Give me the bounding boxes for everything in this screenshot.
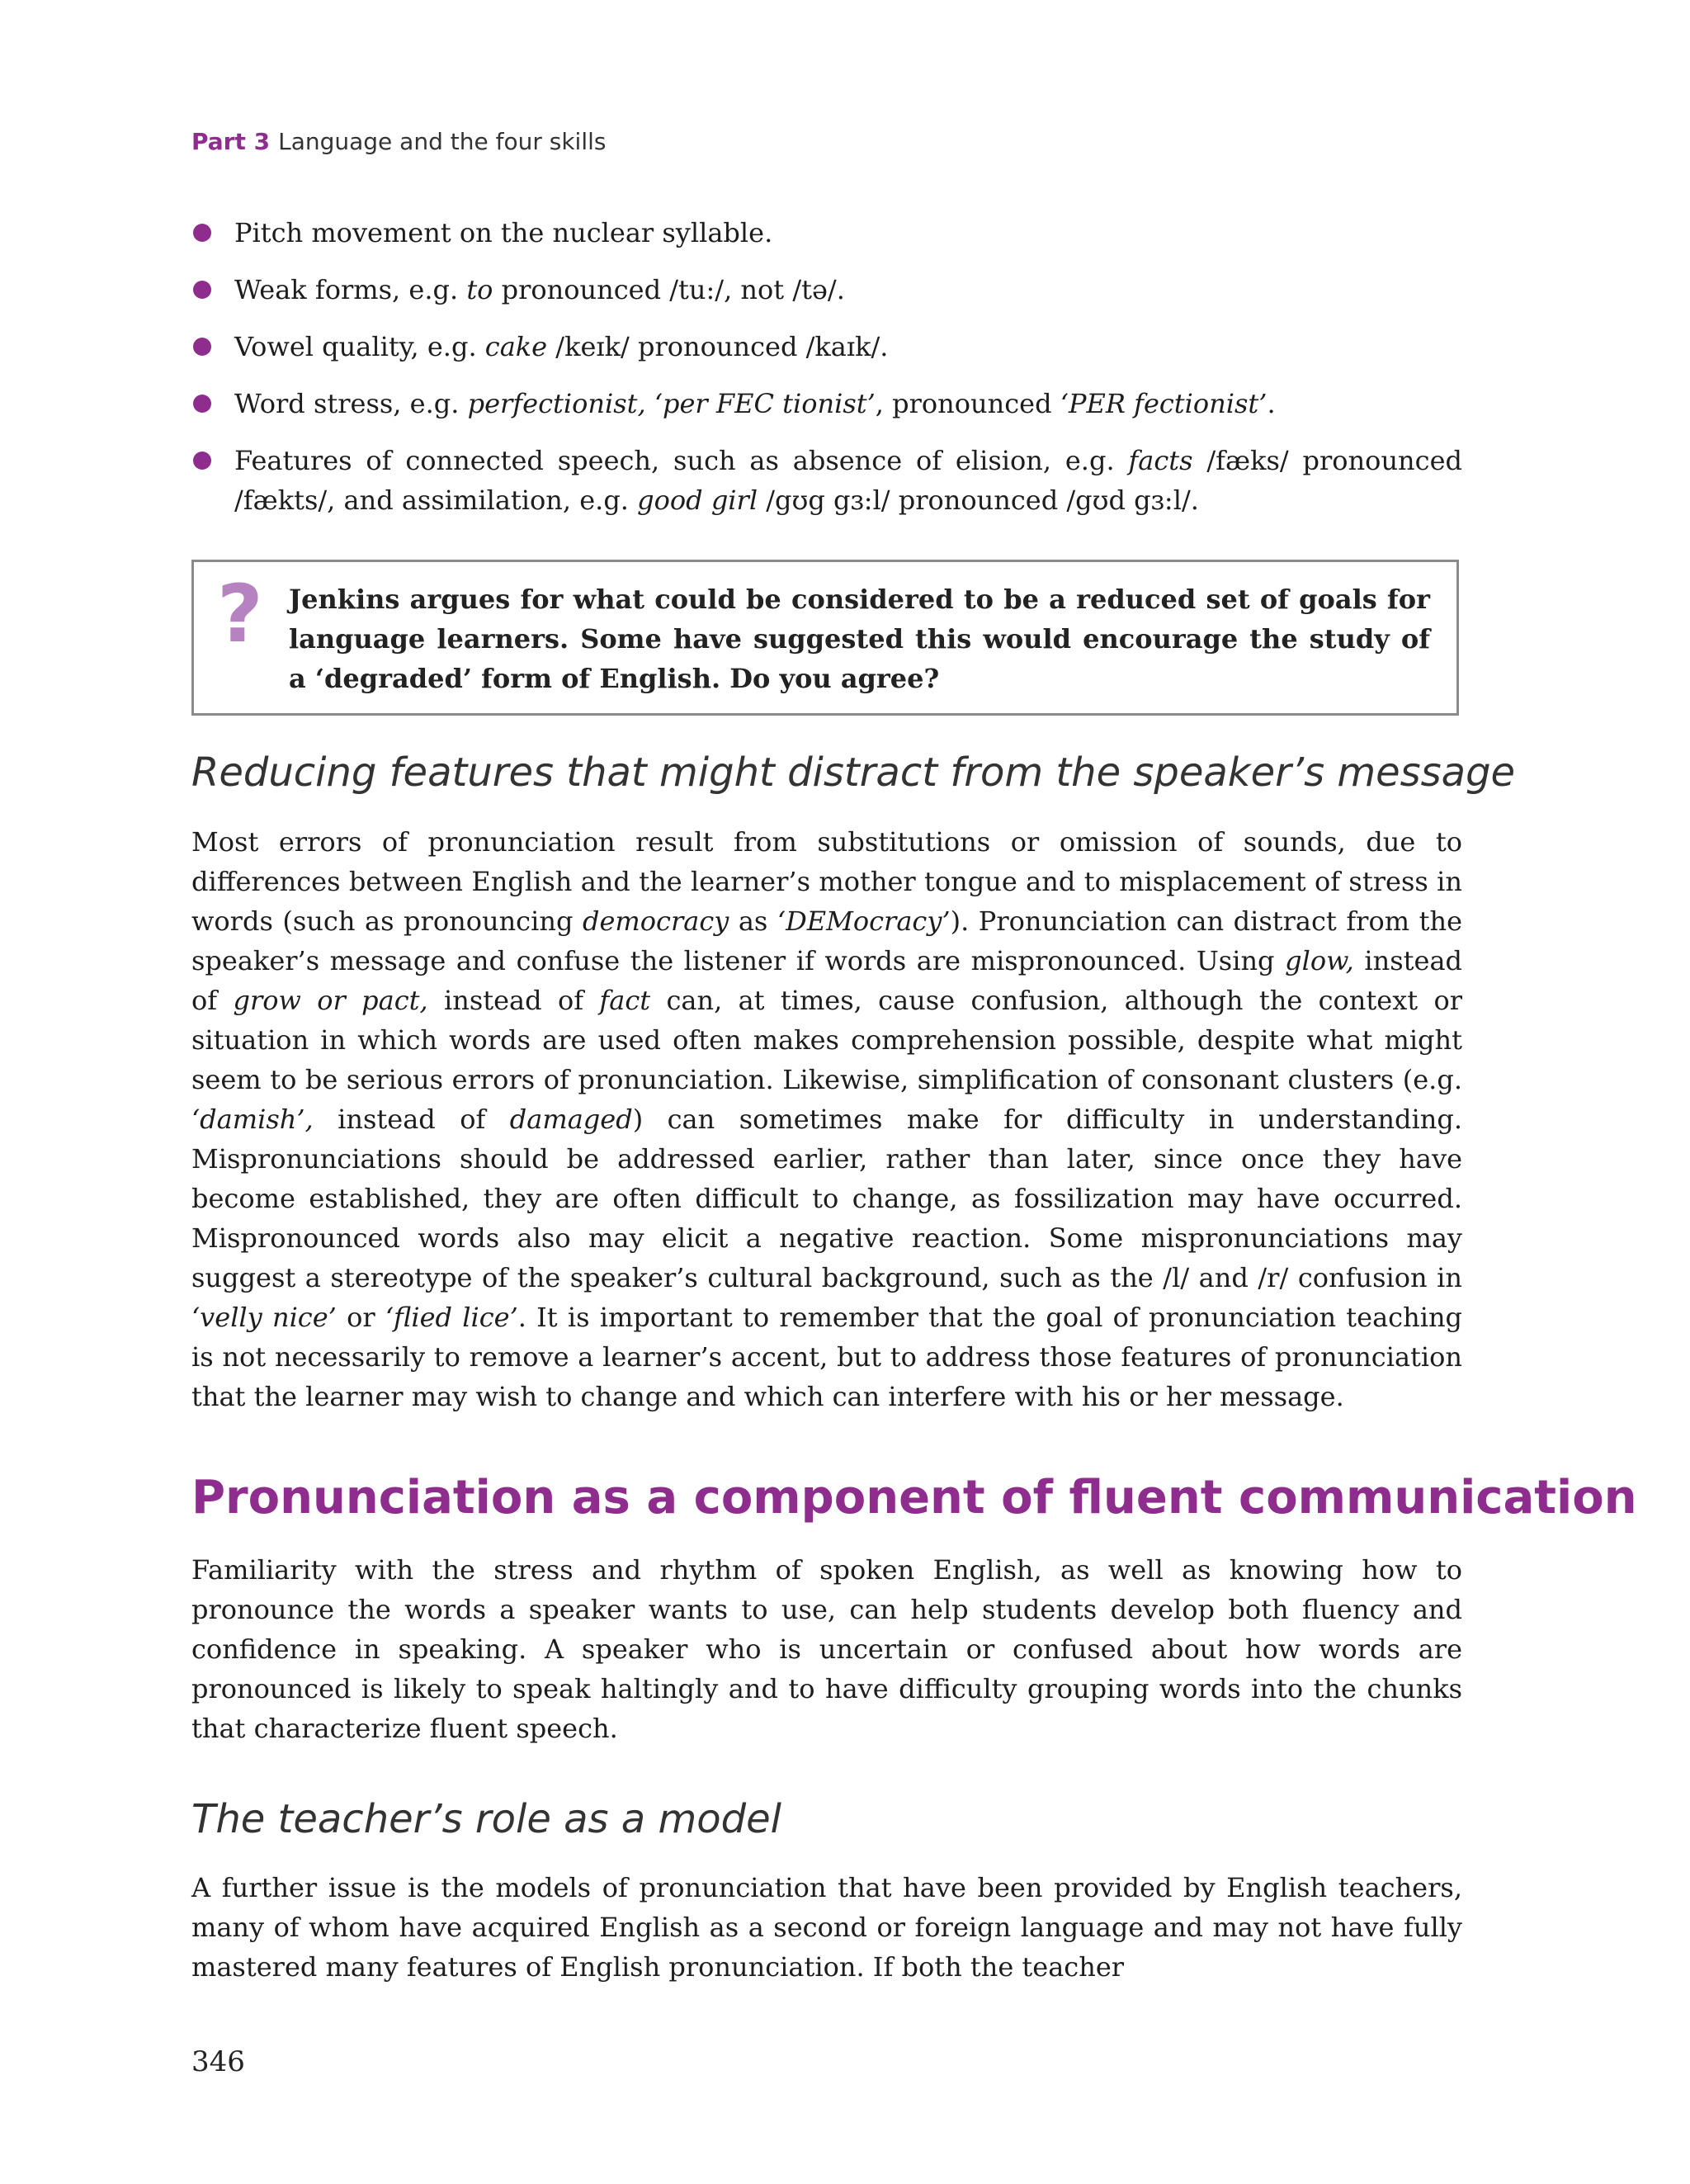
bullet-italic: perfectionist, ‘per FEC tionist’: [467, 388, 876, 419]
running-head-title: Language and the four skills: [278, 128, 607, 155]
bullet-item: [191, 441, 1462, 520]
bullet-list: [191, 213, 1462, 537]
section-paragraph: Familiarity with the stress and rhythm of spoken English, as well as knowing how to pronounce the words a speaker wants to use, can help students develop both fluency and confidence in speaking. A speaker who is uncertain or confused about how words are pronounced is likely to speak haltingly and to have difficulty grouping words into the chunks that characterize fluent speech.: [191, 1554, 1462, 1744]
bullet-icon: [193, 281, 211, 299]
bullet-text: pronounced /tu:/, not /tə/.: [493, 274, 845, 305]
paragraph-text: can, at times, cause confusion, although the context or situation in which words are used often makes comprehension possible, despite what might seem to be serious errors of pronunciation. Likewise, simplification of consonant clusters (e.g.: [191, 985, 1463, 1095]
page-number: 346: [191, 2045, 245, 2078]
bullet-text: Features of connected speech, such as absence of elision, e.g.: [234, 445, 1129, 476]
bullet-text: /keɪk/ pronounced /kaɪk/.: [547, 331, 889, 362]
paragraph-italic: ‘velly nice’: [191, 1302, 337, 1333]
paragraph-text: ). Pronunciation can distract from the speaker’s message and confuse the listener if words are mispronounced. Using: [191, 905, 1463, 976]
paragraph-text: instead of: [427, 985, 600, 1016]
paragraph-italic: ‘flied lice’: [385, 1302, 518, 1333]
paragraph-italic: fact: [599, 985, 651, 1016]
paragraph-text: instead of: [313, 1104, 510, 1135]
bullet-item: [191, 270, 1462, 310]
paragraph-italic: damaged: [509, 1104, 633, 1135]
discussion-question-box: [191, 560, 1459, 716]
paragraph-text: ) can sometimes make for difficulty in understanding. Mispronunciations should be addressed earlier, rather than later, since once they have become established, they are often difficult to change, as fossilization may have occurred. Mispronounced words also may elicit a negative reaction. Some mispronunciations may suggest a stereotype of the speaker’s cultural background, such as the /l/ and /r/ confusion in: [191, 1104, 1463, 1293]
paragraph-italic: ‘damish’,: [191, 1104, 314, 1135]
paragraph-text: as: [729, 905, 777, 937]
bullet-item: [191, 213, 1462, 253]
paragraph-text: Most errors of pronunciation result from substitutions or omission of sounds, due to differences between English and the learner’s mother tongue and to misplacement of stress in words (such as pronouncing: [191, 826, 1462, 937]
question-mark-icon: ?: [217, 568, 263, 660]
bullet-italic: to: [466, 274, 493, 305]
bullet-text: Word stress, e.g.: [234, 388, 468, 419]
section-heading-pronunciation-fluent: Pronunciation as a component of fluent communication: [191, 1471, 1637, 1525]
running-head: [191, 128, 606, 155]
bullet-text: , pronounced: [875, 388, 1060, 419]
bullet-italic: good girl: [637, 485, 758, 516]
paragraph-italic: glow,: [1285, 945, 1354, 976]
paragraph-text: . It is important to remember that the goal of pronunciation teaching is not necessarily to remove a learner’s accent, but to address those features of pronunciation that the learner may wish to change and which can interfere with his or her message.: [191, 1302, 1463, 1412]
bullet-italic: facts: [1128, 445, 1193, 476]
paragraph-text: or: [336, 1302, 385, 1333]
running-head-part: Part 3: [191, 128, 271, 155]
section-paragraph: [191, 822, 1462, 1416]
bullet-icon: [193, 224, 211, 242]
discussion-question-text: Jenkins argues for what could be considered to be a reduced set of goals for language learners. Some have suggested this would encourage the study of a ‘degraded’ form of English. Do you agree?: [289, 584, 1430, 694]
bullet-icon: [193, 338, 211, 356]
bullet-italic: cake: [484, 331, 548, 362]
bullet-text: Weak forms, e.g.: [234, 274, 467, 305]
paragraph-text: instead of: [191, 945, 1463, 1016]
section-heading-teacher-role: The teacher’s role as a model: [191, 1796, 781, 1842]
bullet-text: .: [1267, 388, 1276, 419]
paragraph-italic: ‘DEMocracy’: [777, 905, 951, 937]
bullet-text: Pitch movement on the nuclear syllable.: [234, 217, 773, 248]
paragraph-italic: grow or pact,: [233, 985, 428, 1016]
bullet-text: Vowel quality, e.g.: [234, 331, 485, 362]
bullet-text: /gʊg gɜ:l/ pronounced /gʊd gɜ:l/.: [758, 485, 1199, 516]
bullet-item: [191, 384, 1462, 423]
bullet-text: /fæks/ pronounced /fækts/, and assimilation, e.g.: [234, 445, 1463, 516]
paragraph-italic: democracy: [582, 905, 729, 937]
section-heading-reducing-features: Reducing features that might distract from the speaker’s message: [191, 749, 1516, 796]
bullet-italic: ‘PER fectionist’: [1060, 388, 1268, 419]
bullet-icon: [193, 451, 211, 470]
section-paragraph: A further issue is the models of pronunciation that have been provided by English teachers, many of whom have acquired English as a second or foreign language and may not have fully mastered many features of English pronunciation. If both the teacher: [191, 1872, 1462, 1983]
bullet-icon: [193, 395, 211, 413]
bullet-item: [191, 327, 1462, 366]
